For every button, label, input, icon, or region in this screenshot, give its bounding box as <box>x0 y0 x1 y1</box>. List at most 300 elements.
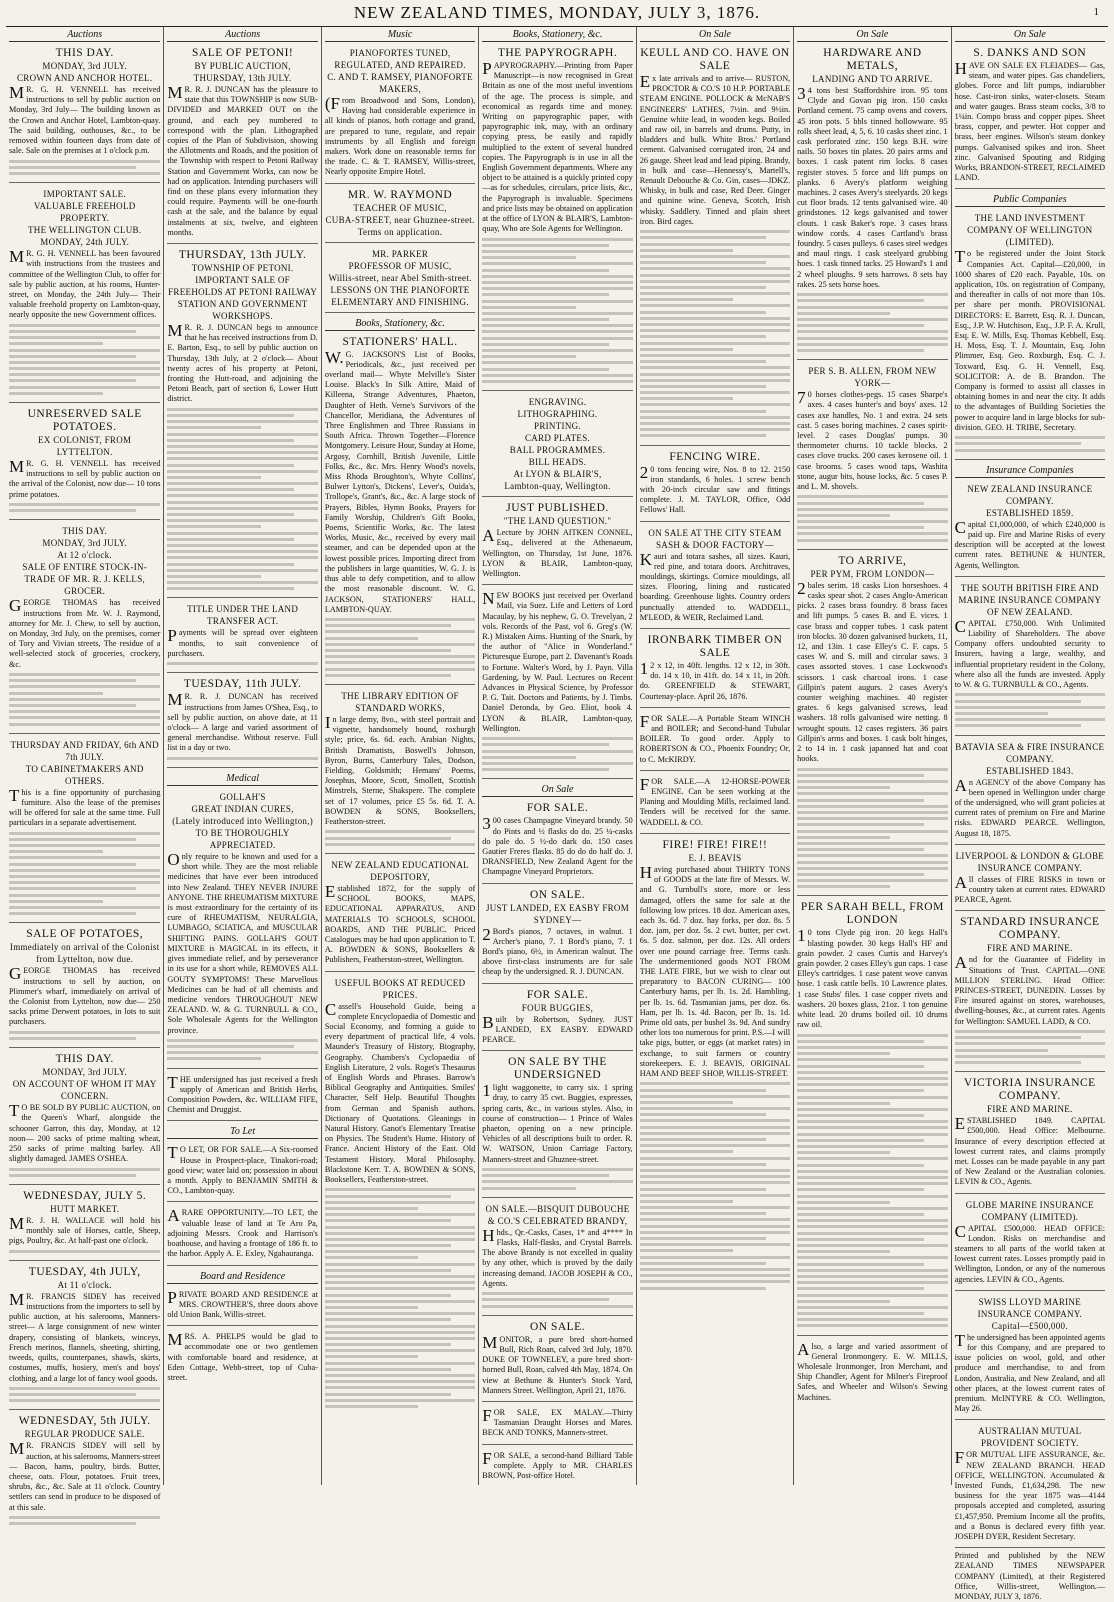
text-line <box>640 286 766 289</box>
text-line <box>325 1331 475 1334</box>
text-line <box>325 1263 475 1266</box>
text-line <box>797 324 923 327</box>
ad-body: Hhds., Qr.-Casks, Cases, 1* and 4**** In Flasks, Half-flasks, and Crystal Barrels. The above Brandy is not excelled in quality by any other, which is proved by the daily increasing demand. JACOB JOSEPH & CO., Agents. <box>482 1225 633 1288</box>
text-line <box>325 1343 451 1346</box>
ad-headline: THIS DAY. <box>62 526 108 537</box>
text-line <box>797 293 947 296</box>
advertisement <box>955 739 1105 845</box>
text-line <box>797 867 947 870</box>
advertisement <box>482 987 632 1052</box>
advertisement <box>482 500 632 585</box>
text-line <box>797 805 947 808</box>
text-line <box>955 700 1081 703</box>
text-line <box>640 236 766 239</box>
column-6 <box>793 27 950 1485</box>
ad-body: (From Broadwood and Sons, London), Having had considerable experience in all kinds of pianos, both cottage and grand, are prepared to tune, regulate, and repair instruments by all English and foreign makers. Work done on reasonable terms for the trade. C. & T. RAMSEY, Willis-street, Nearly opposite Empire Hotel. <box>324 94 476 177</box>
text-line <box>9 906 160 909</box>
text-line <box>797 1151 890 1154</box>
advertisement <box>955 45 1105 189</box>
ad-headline: CUBA-STREET, near Ghuznee-street. Terms on application. <box>325 214 475 237</box>
text-line <box>640 360 766 363</box>
ad-headline: Willis-street, near Abel Smith-street. <box>328 272 472 283</box>
text-line <box>955 442 1081 445</box>
text-line <box>797 1065 923 1068</box>
text-line <box>482 380 632 383</box>
text-line <box>797 299 923 302</box>
text-line <box>797 842 947 845</box>
text-line <box>325 1213 475 1216</box>
text-line <box>482 1180 632 1183</box>
ad-text-continuation <box>9 832 160 915</box>
text-line <box>797 1108 947 1111</box>
text-line <box>955 1049 1048 1052</box>
ad-headline: VICTORIA INSURANCE COMPANY. <box>963 1077 1096 1103</box>
column-4 <box>478 27 635 1485</box>
text-line <box>640 1095 790 1098</box>
text-line <box>325 1386 475 1389</box>
advertisement <box>167 45 317 244</box>
text-line <box>797 1250 890 1253</box>
text-line <box>640 292 790 295</box>
text-line <box>325 1294 451 1297</box>
text-line <box>797 774 923 777</box>
ad-headline: SALE OF PETONI! <box>192 47 294 59</box>
text-line <box>640 323 790 326</box>
text-line <box>482 355 575 358</box>
text-line <box>797 1170 947 1173</box>
text-line <box>9 392 103 395</box>
text-line <box>797 1182 947 1185</box>
ad-headline: THURSDAY, 13th JULY. <box>193 73 292 83</box>
text-line <box>797 1244 947 1247</box>
text-line <box>9 1031 160 1034</box>
text-line <box>955 724 1081 727</box>
text-line <box>640 267 790 270</box>
ad-body: MR. FRANCIS SIDEY will sell by auction, at his salerooms, Manners-street— Bacon, hams, poultry, birds. Butter, cheese, oats. Flour, potatoes. Fruit trees, shrubs, &c., &c. Sale at 11 o'clock. Country settlers can send in produce to be disposed of at this sale. <box>9 1439 161 1512</box>
text-line <box>325 843 475 846</box>
ad-body: PAPYROGRAPHY.—Printing from Paper Manuscript—is now recognised in Great Britain as one of the most useful inventions of the age. The process is simple, and economical as regards time and money. Writing on papyrographic paper, with papyrographic ink, may, with an ordinary copying press, be easily and rapidly multiplied to the extent of several hundred copies. The Papyrograph is in use in all the English Government departments. Where any object to be attained is a quickly printed copy—as for schedules, circulars, price lists, &c., the Papyrograph is invaluable. Specimens and price lists may be obtained on application at the office of LYON & BLAIR'S, Lambton-quay, Who are Sole Agents for Wellington. <box>482 59 633 234</box>
section-heading: Auctions <box>9 27 160 42</box>
text-line <box>9 1168 160 1171</box>
text-line <box>9 166 136 169</box>
text-line <box>640 410 766 413</box>
ad-body: To be registered under the Joint Stock Companies Act. Capital—£20,000, in 1000 shares of £20 each. Payable, 10s. on application, 10s. on registration of Company, and thereafter in calls of not more than 10s. per share per month. PROVISIONAL DIRECTORS: E. Barrett, Esq. R. J. Duncan, Esq., J.P. W. Hutchison, Esq., J.P. F. A. Krull, Esq. E. W. Mills, Esq. Thomas Kebbell, Esq. H. Moss, Esq. T. J. Mountain, Esq. John Plimmer, Esq. Geo. Roxburgh, Esq. C. J. Toxward, Esq. G. H. Vennell, Esq. SOLICITOR: A. de B. Brandon. The Company is formed to assist all classes in obtaining homes in and near the city. It adds to the advantages of Building Societies the power to acquire land in large blocks for sub-division. GEO. H. TRIBE, Secretary. <box>954 247 1106 432</box>
text-line <box>640 354 790 357</box>
ad-headline: PER SARAH BELL, FROM LONDON <box>800 901 944 927</box>
text-line <box>482 1174 608 1177</box>
newspaper-title: NEW ZEALAND TIMES, MONDAY, JULY 3, 1876. <box>353 3 761 22</box>
section-heading: On Sale <box>482 782 632 797</box>
text-line <box>9 361 160 364</box>
ad-body: CAPITAL £500,000. HEAD OFFICE: London. Risks on merchandise and steamers to all parts of the world taken at lowest current rates. Losses promptly paid in Wellington, London, or any of the numerous agencies. LEVIN & CO., Agents. <box>954 1221 1106 1284</box>
text-line <box>640 249 733 252</box>
ad-headline: PIANOFORTES TUNED, REGULATED, AND REPAIRED. <box>334 48 466 70</box>
ad-body: MR. J. H. WALLACE will hold his monthly sale of Horses, cattle, Sheep, pigs, Poultry, &c. At half-past one o'clock. <box>9 1213 161 1246</box>
text-line <box>797 1058 947 1061</box>
ad-headline: HARDWARE AND METALS, <box>823 47 922 72</box>
text-line <box>167 757 317 760</box>
text-line <box>9 692 103 695</box>
text-line <box>167 550 317 553</box>
ad-headline: AUSTRALIAN MUTUAL PROVIDENT SOCIETY. <box>978 1426 1082 1449</box>
text-line <box>640 1268 790 1271</box>
text-line <box>9 673 160 676</box>
text-line <box>797 1306 947 1309</box>
ad-headline: S. DANKS AND SON <box>973 47 1087 59</box>
text-line <box>167 525 260 528</box>
text-line <box>9 355 136 358</box>
text-line <box>482 330 632 333</box>
text-line <box>167 587 293 590</box>
advertisement <box>640 774 790 834</box>
advertisement <box>797 553 947 897</box>
ad-headline: BILL HEADS. <box>528 457 587 468</box>
ad-headline: TUESDAY, 4th JULY, <box>28 1265 141 1278</box>
text-line <box>640 428 790 431</box>
text-line <box>9 1037 136 1040</box>
ad-text-continuation <box>955 436 1105 451</box>
advertisement <box>325 246 475 313</box>
ad-text-continuation <box>482 1168 632 1190</box>
advertisement <box>640 632 790 708</box>
text-line <box>9 160 160 163</box>
ad-body: MR. R. J. DUNCAN has the pleasure to state that this TOWNSHIP is now SUB-DIVIDED and MARKED OUT on the ground, and each pey numbered to correspond with the plan. Lithographed copies of the Plan of Subdivision, showing the Allotments and Roads, and the position of the Township with respect to Petoni Railway Station and Government Works, can now be had on application. Intending purchasers will find on these plans every information they could require. Payments will be one-fourth cash at the sale, and the balance by equal instalments at six, twelve, and eighteen months. <box>167 83 318 237</box>
text-line <box>640 1243 790 1246</box>
ad-headline: EX COLONIST, FROM LYTTELTON. <box>38 435 132 458</box>
text-line <box>640 403 790 406</box>
text-line <box>167 420 317 423</box>
ad-text-continuation <box>325 830 475 845</box>
text-line <box>797 836 890 839</box>
text-line <box>325 1250 475 1253</box>
text-line <box>167 662 317 665</box>
text-line <box>325 830 475 833</box>
text-line <box>9 324 160 327</box>
text-line <box>9 881 160 884</box>
advertisement <box>9 186 160 403</box>
text-line <box>482 281 632 284</box>
text-line <box>325 1355 418 1358</box>
text-line <box>640 1274 790 1277</box>
text-line <box>482 743 608 746</box>
text-line <box>9 710 160 713</box>
advertisement <box>167 1329 317 1388</box>
ad-headline: IMPORTANT SALE OF FREEHOLDS AT PETONI RAILWAY STATION AND GOVERNMENT WORKSHOPS. <box>168 275 318 322</box>
masthead <box>0 0 1114 26</box>
ad-headline: NEW ZEALAND INSURANCE COMPANY. <box>967 483 1093 506</box>
text-line <box>797 1312 923 1315</box>
text-line <box>482 324 632 327</box>
ad-body: ALecture by JOHN AITKEN CONNEL, Esq., delivered at the Athenaeum, Wellington, on Thursday, 1st June, 1876. LYON & BLAIR, Lambton-quay, Wellington. <box>482 526 633 578</box>
text-line <box>325 1374 475 1377</box>
ad-text-continuation <box>167 408 317 590</box>
text-line <box>955 712 1048 715</box>
advertisement <box>482 887 632 984</box>
text-line <box>482 337 632 340</box>
ad-text-continuation <box>9 503 160 512</box>
text-line <box>325 1337 475 1340</box>
text-line <box>797 1126 947 1129</box>
ad-headline: TITLE UNDER THE LAND TRANSFER ACT. <box>187 604 299 627</box>
text-line <box>640 1101 733 1104</box>
ad-body: Established 1872, for the supply of SCHOOL BOOKS, MAPS, EDUCATIONAL APPARATUS, AND MATERIALS TO SCHOOLS, SCHOOL BOARDS, AND THE PUBLIC. Priced Catalogues may be had upon application to T. A. BOWDEN & SONS, Booksellers & Publishers, Featherston-street, Wellington. <box>324 881 476 965</box>
ad-body: FOR SALE, EX MALAY.—Thirty Tasmanian Draught Horses and Mares. BECK AND TONKS, Manners-street. <box>482 1405 633 1438</box>
text-line <box>9 856 160 859</box>
ad-text-continuation <box>9 1168 160 1177</box>
text-line <box>797 1176 947 1179</box>
ad-body: 2bales serim. 18 casks Lion horseshoes. 4 casks spear shot. 2 cases Anglo-American picks. 2 cases brass foundry. 8 brass faces and lift pumps. 5 cases B. and E. vices. 1 case brass and copper tubes. 1 cask patent iron blocks. 30 dozen galvanised buckets, 11, 12, and 13in. 1 case Elley's C. F. caps. 5 cases W. and S. mill and circular saws. 3 cases assorted stoves. 1 case Lockwood's scissors. 1 cask charcoal irons. 1 case Gillpin's patent augurs. 2 cases Avery's counter weighing machines. 40 register grates. 6 kegs galvanised screws, lead washers. 18 rolls galvanised wire netting. 8 wrought spouts. 12 cases registers. 36 pairs Gillpin's arms and boxes. 1 cask bolt hinges, 2 to 14 in. 1 cask japanned hat and coat hooks. <box>797 578 948 764</box>
columns <box>6 27 1108 1602</box>
text-line <box>9 838 136 841</box>
text-line <box>640 1262 766 1265</box>
advertisement <box>955 1423 1105 1548</box>
ad-text-continuation <box>9 1516 160 1525</box>
text-line <box>955 1042 1105 1045</box>
ad-headline: THURSDAY, 13th JULY. <box>178 249 307 262</box>
text-line <box>797 502 923 505</box>
advertisement <box>167 1287 317 1327</box>
advertisement <box>482 394 632 497</box>
text-line <box>640 342 790 345</box>
text-line <box>482 238 632 241</box>
text-line <box>640 280 790 283</box>
text-line <box>797 312 890 315</box>
ad-headline: MONDAY, 24th JULY. <box>40 237 130 248</box>
text-line <box>797 811 947 814</box>
section-heading: Books, Stationery, &c. <box>482 27 632 42</box>
ad-headline: VALUABLE FREEHOLD PROPERTY. <box>33 201 136 224</box>
ad-text-continuation <box>9 324 160 395</box>
text-line <box>797 1195 947 1198</box>
text-line <box>640 1107 790 1110</box>
ad-headline: GOLLAH'S <box>219 792 266 803</box>
advertisement <box>482 45 632 391</box>
ad-headline: BATAVIA SEA & FIRE INSURANCE COMPANY. <box>955 741 1105 764</box>
ad-headline: TO BE THOROUGHLY APPRECIATED. <box>195 828 290 851</box>
text-line <box>640 335 766 338</box>
text-line <box>797 817 947 820</box>
text-line <box>797 780 947 783</box>
advertisement <box>325 334 475 685</box>
text-line <box>482 293 608 296</box>
text-line <box>797 1300 890 1303</box>
ad-text-continuation <box>9 160 160 175</box>
text-line <box>640 1113 766 1116</box>
text-line <box>167 507 317 510</box>
ad-text-continuation <box>797 768 947 889</box>
advertisement <box>955 1197 1105 1291</box>
text-line <box>325 618 475 621</box>
ad-headline: LITHOGRAPHING. <box>517 409 598 420</box>
text-line <box>797 1225 947 1228</box>
text-line <box>167 408 317 411</box>
text-line <box>640 311 766 314</box>
advertisement <box>167 601 317 673</box>
advertisement <box>482 1319 632 1402</box>
text-line <box>9 863 136 866</box>
text-line <box>9 832 160 835</box>
ad-headline: JUST LANDED, EX EASBY FROM SYDNEY— <box>485 902 630 925</box>
ad-headline: (Lately introduced into Wellington,) <box>172 816 314 827</box>
text-line <box>797 1232 947 1235</box>
text-line <box>955 1030 1105 1033</box>
text-line <box>797 343 947 346</box>
advertisement <box>955 1075 1105 1193</box>
ad-headline: ON SALE. <box>529 888 586 901</box>
text-line <box>325 1201 475 1204</box>
advertisement <box>797 1339 947 1408</box>
ad-body: Capital £1,000,000, of which £240,000 is paid up. Fire and Marine Risks of every description will be accepted at the lowest current rates. BETHUNE & HUNTER, Agents, Wellington. <box>954 517 1106 570</box>
ad-headline: WEDNESDAY, JULY 5. <box>23 1189 147 1202</box>
text-line <box>640 1157 790 1160</box>
advertisement <box>955 1294 1105 1421</box>
text-line <box>482 244 608 247</box>
column-2 <box>163 27 320 1485</box>
text-line <box>325 630 475 633</box>
ad-headline: NEW ZEALAND EDUCATIONAL DEPOSITORY, <box>331 859 469 882</box>
text-line <box>482 1305 632 1308</box>
ad-headline: ESTABLISHED 1843. <box>986 765 1074 776</box>
ad-headline: TUESDAY, 11th JULY. <box>183 678 302 691</box>
advertisement <box>797 899 947 1335</box>
text-line <box>797 1188 923 1191</box>
text-line <box>167 532 317 535</box>
text-line <box>797 1318 947 1321</box>
ad-body: 20 tons fencing wire, Nos. 8 to 12. 2150 iron standards, 6 holes. 1 screw bench with 20-inch circular saw and fittings complete. J. M. TAYLOR, Office, Odd Fellows' Hall. <box>639 462 791 515</box>
ad-body: 300 cases Champagne Vineyard brandy. 50 do Pints and ½ flasks do do. 25 ¼-casks do pale do. 5 ½-do dark do. 150 cases Gautier Freres flasks. 85 do do do half do. J. DRANSFIELD, New Zealand Agent for the Champagne Vineyard Proprietors. <box>482 814 633 877</box>
text-line <box>9 1393 136 1396</box>
section-heading: Public Companies <box>955 192 1105 207</box>
ad-text-continuation <box>167 1039 317 1061</box>
advertisement <box>640 449 790 522</box>
text-line <box>325 655 475 658</box>
text-line <box>9 386 160 389</box>
text-line <box>9 850 103 853</box>
text-line <box>325 1269 451 1272</box>
text-line <box>955 706 1105 709</box>
text-line <box>955 718 1105 721</box>
text-line <box>797 861 947 864</box>
text-line <box>797 1263 923 1266</box>
ad-headline: At LYON & BLAIR'S, <box>513 469 602 480</box>
text-line <box>482 750 632 753</box>
text-line <box>640 434 766 437</box>
text-line <box>167 488 293 491</box>
text-line <box>167 451 317 454</box>
text-line <box>167 426 260 429</box>
ad-text-continuation <box>797 495 947 541</box>
text-line <box>955 693 1105 696</box>
text-line <box>482 1168 632 1171</box>
ad-headline: MR. PARKER <box>371 248 429 259</box>
advertisement <box>325 45 475 184</box>
ad-headline: FIRE! FIRE! FIRE!! <box>662 838 768 851</box>
advertisement <box>9 926 160 1048</box>
ad-headline: MONDAY, 3rd JULY. <box>42 61 127 71</box>
text-line <box>797 318 947 321</box>
ad-headline: TO ARRIVE, <box>838 554 907 567</box>
text-line <box>482 318 608 321</box>
text-line <box>797 330 947 333</box>
text-line <box>482 349 632 352</box>
ad-body: GEORGE THOMAS has received instructions to sell by auction, on Plimmer's wharf, immediately on arrival of the Colonist from Lyttelton, now due— 250 sacks prime Derwent potatoes, in lots to suit purchasers. <box>9 964 161 1027</box>
text-line <box>640 1218 790 1221</box>
text-line <box>482 250 632 253</box>
text-line <box>797 830 947 833</box>
text-line <box>797 873 923 876</box>
text-line <box>325 624 451 627</box>
text-line <box>325 1368 451 1371</box>
ad-body: 2Bord's pianos, 7 octaves, in walnut. 1 Archer's piano, 7. 1 Bord's piano, 7. 1 Bord's piano, 6½, in American walnut. The above first-class instruments are for sale cheap by the undersigned. R. J. DUNCAN. <box>482 924 633 977</box>
text-line <box>9 894 160 897</box>
ad-headline: THURSDAY AND FRIDAY, 6th AND 7th JULY. <box>10 739 159 762</box>
text-line <box>9 869 160 872</box>
text-line <box>797 495 947 498</box>
text-line <box>640 1119 790 1122</box>
text-line <box>797 1114 923 1117</box>
text-line <box>482 737 632 740</box>
text-line <box>9 1387 160 1390</box>
text-line <box>797 792 947 795</box>
text-line <box>640 1194 790 1197</box>
ad-body: MR. G. H. VENNELL has received instructions to sell by public auction on the arrival of the Colonist, now due— 10 tons prime potatoes. <box>9 457 161 499</box>
ad-text-continuation <box>325 1188 475 1408</box>
column-7 <box>951 27 1108 1602</box>
text-line <box>797 1096 947 1099</box>
text-line <box>9 349 160 352</box>
advertisement <box>640 45 790 446</box>
text-line <box>325 1300 475 1303</box>
advertisement <box>640 711 790 771</box>
ad-headline: ELEMENTARY AND FINISHING. <box>331 296 469 307</box>
text-line <box>640 1237 766 1240</box>
ad-headline: ESTABLISHED 1859. <box>986 507 1074 518</box>
text-line <box>482 262 632 265</box>
text-line <box>797 1034 947 1037</box>
text-line <box>167 482 317 485</box>
text-line <box>167 575 260 578</box>
section-heading: Auctions <box>167 27 317 42</box>
text-line <box>797 885 890 888</box>
ad-body: MR. R. J. DUNCAN begs to announce that he has received instructions from D. E. Barton, Esq., to sell by public auction on Thursday, 13th July, at 2 o'clock— About twenty acres of his property at Petoni, fronting the Hutt-road, and adjoining the Petoni Beach, part of section 6, Lower Hutt district. <box>167 321 318 404</box>
ad-headline: BY PUBLIC AUCTION, <box>194 61 291 71</box>
text-line <box>167 513 293 516</box>
text-line <box>955 436 1105 439</box>
ad-headline: ON SALE AT THE CITY STEAM SASH & DOOR FACTORY— <box>648 527 782 550</box>
ad-text-continuation <box>482 1292 632 1307</box>
text-line <box>325 637 418 640</box>
ad-headline: MR. W. RAYMOND <box>347 188 453 201</box>
ad-headline: C. AND T. RAMSEY, PIANOFORTE MAKERS, <box>327 72 473 94</box>
ad-headline: TOWNSHIP OF PETONI. <box>191 263 294 274</box>
ad-headline: MONDAY, 3rd JULY. <box>42 538 127 549</box>
ad-body: PRIVATE BOARD AND RESIDENCE at MRS. CROWTHER'S, three doors above old Union Bank, Willis-street. <box>167 1287 318 1319</box>
ad-headline: Capital—£500,000. <box>991 1320 1068 1331</box>
advertisement <box>167 1142 317 1202</box>
advertisement <box>9 1413 160 1532</box>
ad-text-continuation <box>797 1034 947 1328</box>
text-line <box>167 519 317 522</box>
ad-body: GEORGE THOMAS has received instructions from Mr. W. J. Raymond, attorney for Mr. J. Chew, to sell by auction, on Monday, 3rd July, on the premises, corner of Tory and Vivian streets, The residue of a well-selected stock of groceries, crockery, &c. <box>9 596 161 669</box>
text-line <box>640 416 790 419</box>
advertisement <box>640 525 790 629</box>
text-line <box>640 1287 766 1290</box>
text-line <box>640 1181 790 1184</box>
ad-body: FOR SALE.—A 12-HORSE-POWER ENGINE. Can be seen working at the Planing and Moulding Mills, reclaimed land. Tenders will be received for the same. WADDELL & CO. <box>639 774 791 827</box>
text-line <box>797 1052 890 1055</box>
text-line <box>482 361 632 364</box>
ad-headline: SWISS LLOYD MARINE INSURANCE COMPANY. <box>977 1296 1083 1319</box>
